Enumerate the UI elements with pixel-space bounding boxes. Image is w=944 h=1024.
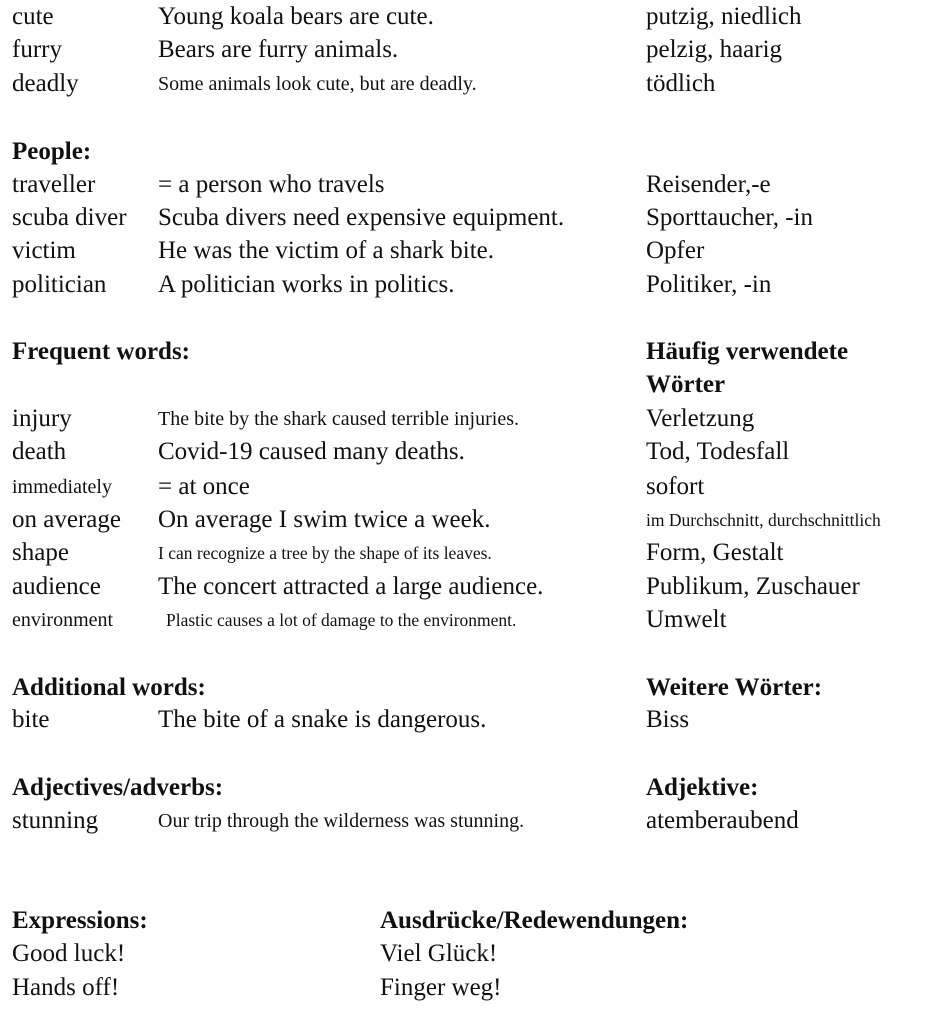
section-heading: Additional words: xyxy=(12,674,206,701)
vocab-translation: sofort xyxy=(646,473,705,500)
section-heading-de: Weitere Wörter: xyxy=(646,674,823,701)
vocab-translation: Tod, Todesfall xyxy=(646,438,790,465)
expression-phrase: Hands off! xyxy=(12,974,120,1001)
vocab-word: shape xyxy=(12,539,69,566)
vocab-word: bite xyxy=(12,706,50,733)
expression-translation: Viel Glück! xyxy=(380,940,498,967)
vocab-row-bite xyxy=(0,703,944,737)
vocab-word: victim xyxy=(12,237,76,264)
vocab-word: immediately xyxy=(12,476,112,498)
vocab-translation: Umwelt xyxy=(646,606,727,633)
vocab-row-audience xyxy=(0,570,944,604)
vocab-word: injury xyxy=(12,405,72,432)
vocab-row-politician xyxy=(0,268,944,302)
section-heading-adjectives xyxy=(0,771,944,805)
vocab-word: environment xyxy=(12,609,114,631)
section-heading-de: Wörter xyxy=(646,371,726,398)
vocab-example: Some animals look cute, but are deadly. xyxy=(158,73,477,95)
section-heading-de: Adjektive: xyxy=(646,774,759,801)
section-heading-frequent-de-line2 xyxy=(0,368,944,402)
vocab-row-victim xyxy=(0,234,944,268)
section-heading-de: Häufig verwendete xyxy=(646,338,849,365)
vocab-translation: Verletzung xyxy=(646,405,755,432)
vocab-translation: tödlich xyxy=(646,70,716,97)
vocab-translation: pelzig, haarig xyxy=(646,36,783,63)
vocab-row-death xyxy=(0,435,944,469)
vocab-example: He was the victim of a shark bite. xyxy=(158,237,495,264)
vocab-translation: Publikum, Zuschauer xyxy=(646,573,860,600)
vocab-translation: Sporttaucher, -in xyxy=(646,204,814,231)
vocab-example: I can recognize a tree by the shape of its leaves. xyxy=(158,543,492,563)
vocab-example: Plastic causes a lot of damage to the environment. xyxy=(166,610,517,630)
vocab-example: The bite by the shark caused terrible injuries. xyxy=(158,408,519,430)
section-heading-additional xyxy=(0,671,944,705)
vocab-row-cute xyxy=(0,0,944,34)
vocab-example: Scuba divers need expensive equipment. xyxy=(158,204,565,231)
vocab-translation: Biss xyxy=(646,706,690,733)
vocab-row-stunning xyxy=(0,804,944,838)
vocab-row-immediately xyxy=(0,470,944,504)
vocab-translation: putzig, niedlich xyxy=(646,3,802,30)
vocab-word: audience xyxy=(12,573,101,600)
section-heading: People: xyxy=(12,138,92,165)
vocab-translation: Reisender,-e xyxy=(646,171,771,198)
section-heading: Expressions: xyxy=(12,907,148,934)
vocab-word: stunning xyxy=(12,807,99,834)
expression-row-good-luck xyxy=(0,937,944,971)
vocab-translation: Opfer xyxy=(646,237,705,264)
vocab-row-injury xyxy=(0,402,944,436)
vocab-example: Our trip through the wilderness was stunning. xyxy=(158,810,525,832)
section-heading-people xyxy=(0,135,944,169)
vocab-example: Young koala bears are cute. xyxy=(158,3,434,30)
vocab-row-shape xyxy=(0,536,944,570)
vocab-row-deadly xyxy=(0,67,944,101)
vocab-translation: Politiker, -in xyxy=(646,271,772,298)
vocab-row-environment xyxy=(0,603,944,637)
vocab-word: death xyxy=(12,438,67,465)
vocab-row-on-average xyxy=(0,503,944,537)
vocab-word: cute xyxy=(12,3,54,30)
section-heading: Adjectives/adverbs: xyxy=(12,774,224,801)
vocab-word: scuba diver xyxy=(12,204,127,231)
vocab-word: on average xyxy=(12,506,121,533)
vocab-example: The concert attracted a large audience. xyxy=(158,573,544,600)
vocab-row-scuba-diver xyxy=(0,201,944,235)
vocab-example: On average I swim twice a week. xyxy=(158,506,491,533)
vocab-example: = at once xyxy=(158,473,250,500)
vocab-word: traveller xyxy=(12,171,96,198)
vocab-example: Bears are furry animals. xyxy=(158,36,399,63)
vocab-row-furry xyxy=(0,33,944,67)
section-heading-frequent xyxy=(0,335,944,369)
expression-phrase: Good luck! xyxy=(12,940,126,967)
vocab-word: deadly xyxy=(12,70,79,97)
vocab-translation: Form, Gestalt xyxy=(646,539,784,566)
section-heading-expressions xyxy=(0,904,944,938)
section-heading: Frequent words: xyxy=(12,338,191,365)
vocab-word: politician xyxy=(12,271,107,298)
vocab-word: furry xyxy=(12,36,62,63)
section-heading-de: Ausdrücke/Redewendungen: xyxy=(380,907,689,934)
vocab-translation: atemberaubend xyxy=(646,807,799,834)
vocab-example: The bite of a snake is dangerous. xyxy=(158,706,487,733)
vocab-example: = a person who travels xyxy=(158,171,385,198)
vocab-row-traveller xyxy=(0,168,944,202)
expression-translation: Finger weg! xyxy=(380,974,502,1001)
vocab-translation: im Durchschnitt, durchschnittlich xyxy=(646,510,881,530)
vocab-example: A politician works in politics. xyxy=(158,271,455,298)
expression-row-hands-off xyxy=(0,971,944,1005)
vocab-example: Covid-19 caused many deaths. xyxy=(158,438,465,465)
